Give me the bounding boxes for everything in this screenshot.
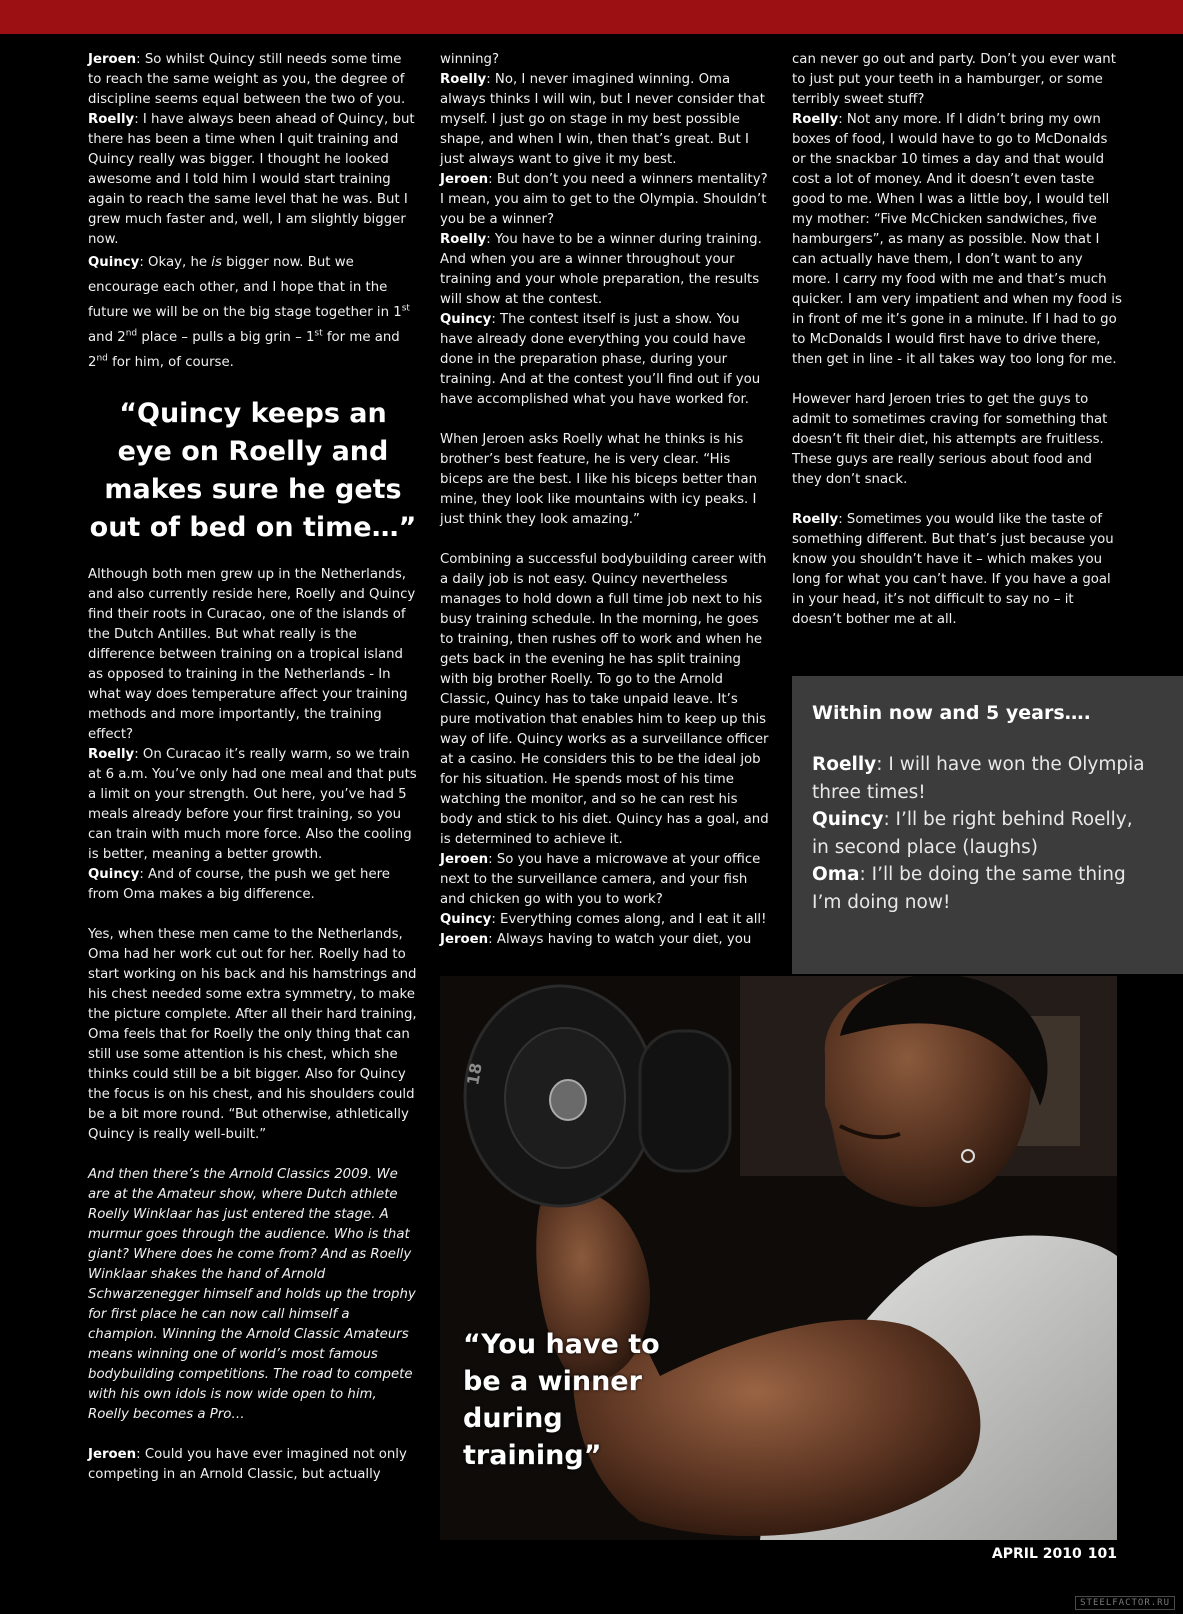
speaker-name: Roelly [88,747,135,762]
speaker-name: Roelly [792,512,839,527]
sidebar-line [812,806,1152,861]
paragraph-text: bigger now. But we encourage each other, and I hope that in the future we will be on the big stage together in 1 [88,255,402,320]
paragraph: winning? [440,52,500,67]
paragraph-text: : Okay, he [139,255,212,270]
paragraph-text: : Always having to watch your diet, you [488,932,752,947]
site-watermark: STEELFACTOR.RU [1075,1596,1175,1610]
speaker-name: Quincy [88,867,140,882]
paragraph: Combining a successful bodybuilding career with a daily job is not easy. Quincy nevertheless manages to hold down a full time job next to his busy training schedule. In the morning, he goes to training, then rushes off to work and when he gets back in the evening he has split training with big brother Roelly. To go to the Arnold Classic, Quincy has to take unpaid leave. It’s pure motivation that enables him to keep up this way of life. Quincy works as a surveillance officer at a casino. He considers this to be the ideal job for his situation. He spends most of his time watching the monitor, and so he can rest his body and stick to his diet. Quincy has a goal, and is determined to achieve it. [440,552,769,847]
speaker-name: Jeroen [88,1447,137,1462]
sidebar-text: : I’ll be right behind Roelly, in second place (laughs) [812,809,1133,858]
text-column-2 [440,50,770,950]
italic-text: And then there’s the Arnold Classics 2009. We are at the Amateur show, where Dutch athlete Roelly Winklaar has just entered the stage. A murmur goes through the audience. Who is that giant? Where does he come from? And as Roelly Winklaar shakes the hand of Arnold Schwarzenegger himself and holds up the trophy for first place he can now call himself a champion. Winning the Arnold Classic Amateurs means winning one of world’s most famous bodybuilding competitions. The road to compete with his own idols is now wide open to him, Roelly becomes a Pro… [88,1167,416,1422]
paragraph-text: place – pulls a big grin – 1 [137,330,315,345]
paragraph: Although both men grew up in the Netherlands, and also currently reside here, Roelly and Quincy find their roots in Curacao, one of the islands of the Dutch Antilles. But what really is the difference between training on a tropical island as opposed to training in the Netherlands - In what way does temperature affect your training methods and more importantly, the training effect? [88,567,416,742]
paragraph [792,110,1122,370]
paragraph-text: and 2 [88,330,126,345]
page-number: 101 [1087,1546,1117,1562]
paragraph-text: : I have always been ahead of Quincy, but there has been a time when I quit training and Quincy really was bigger. I thought he looked awesome and I told him I would start training again to reach the same level that he was. But I grew much faster and, well, I am slightly bigger now. [88,112,415,247]
paragraph-text: : Sometimes you would like the taste of something different. But that’s just because you know you shouldn’t have it – which makes you long for what you can’t have. If you have a goal in your head, it’s not difficult to say no – it doesn’t bother me at all. [792,512,1114,627]
sidebar-text: : I will have won the Olympia three times! [812,754,1145,803]
speaker-name: Roelly [440,72,487,87]
speaker-name: Jeroen [440,932,489,947]
paragraph [440,310,770,410]
sidebar-box [792,676,1183,974]
ordinal-suffix: nd [125,328,138,339]
paragraph: However hard Jeroen tries to get the guys to admit to sometimes craving for something that doesn’t fit their diet, his attempts are fruitless. These guys are really serious about food and they don’t snack. [792,392,1108,487]
paragraph [440,850,770,910]
speaker-name: Roelly [440,232,487,247]
paragraph-text: : On Curacao it’s really warm, so we train at 6 a.m. You’ve only had one meal and that puts a limit on your strength. Out here, you’ve had 5 meals already before your first training, so you can train with much more force. Also the cooling is better, meaning a better growth. [88,747,417,862]
paragraph [88,745,418,865]
sidebar-title: Within now and 5 years…. [812,702,1091,724]
sidebar-line [812,861,1152,916]
paragraph [792,510,1122,630]
paragraph-text: : And of course, the push we get here from Oma makes a big difference. [88,867,390,902]
paragraph-text: : The contest itself is just a show. You have already done everything you could have done in the preparation phase, during your training. And at the contest you’ll find out if you have accomplished what you have worked for. [440,312,761,407]
sidebar-line [812,751,1152,806]
paragraph-text: : Everything comes along, and I eat it all! [491,912,767,927]
speaker-name: Oma [812,864,860,885]
paragraph [88,250,418,375]
speaker-name: Jeroen [88,52,137,67]
paragraph-text: : Could you have ever imagined not only competing in an Arnold Classic, but actually [88,1447,407,1482]
paragraph [440,170,770,230]
text-column-3 [792,50,1122,630]
issue-date: APRIL 2010 [991,1546,1082,1562]
paragraph-text: : So you have a microwave at your office next to the surveillance camera, and your fish and chicken go with you to work? [440,852,761,907]
sidebar-body [812,751,1152,916]
photo-pull-quote: “You have to be a winner during training” [463,1329,660,1471]
paragraph-text: : But don’t you need a winners mentality? I mean, you aim to get to the Olympia. Shouldn’t you be a winner? [440,172,768,227]
speaker-name: Roelly [88,112,135,127]
ordinal-suffix: nd [96,353,108,364]
paragraph [88,865,418,905]
paragraph-text: : Not any more. If I didn’t bring my own boxes of food, I would have to go to McDonalds or the snackbar 10 times a day and that would cost a lot of money. And it doesn’t even taste good to me. When I was a little boy, I would tell my mother: “Five McChicken sandwiches, five hamburgers”, as many as possible. Now that I can actually have them, I don’t want to any more. I carry my food with me and that’s much quicker. I am very impatient and when my food is in front of me it’s gone in a minute. If I had to go to McDonalds I would first have to drive there, then get in line - it all takes way too long for me. [792,112,1122,367]
speaker-name: Jeroen [440,172,489,187]
speaker-name: Jeroen [440,852,489,867]
ordinal-suffix: st [401,303,410,314]
dumbbell-plate-outer [640,1031,730,1171]
speaker-name: Quincy [812,809,884,830]
paragraph: When Jeroen asks Roelly what he thinks is his brother’s best feature, he is very clear. “His biceps are the best. I like his biceps better than mine, they look like mountains with icy peaks. I just think they look amazing.” [440,432,758,527]
paragraph [440,930,770,950]
paragraph: can never go out and party. Don’t you ever want to just put your teeth in a hamburger, or some terribly sweet stuff? [792,52,1116,107]
paragraph-italic [88,1165,418,1425]
sidebar-text: : I’ll be doing the same thing I’m doing now! [812,864,1126,913]
paragraph-text: : You have to be a winner during training. And when you are a winner throughout your training and your whole preparation, the results will show at the contest. [440,232,762,307]
ordinal-suffix: st [314,328,323,339]
paragraph [88,110,418,250]
dumbbell-hub [550,1080,586,1120]
speaker-name: Quincy [440,312,492,327]
page-footer [992,1546,1117,1562]
speaker-name: Roelly [792,112,839,127]
paragraph: Yes, when these men came to the Netherlands, Oma had her work cut out for her. Roelly had to start working on his back and his hamstrings and his chest needed some extra symmetry, to make the picture complete. After all their hard training, Oma feels that for Roelly the only thing that can still use some attention is his chest, which she thinks could still be a bit bigger. Also for Quincy the focus is on his chest, and his shoulders could be a bit more round. “But otherwise, athletically Quincy is really well-built.” [88,927,417,1142]
speaker-name: Roelly [812,754,877,775]
top-color-bar [0,0,1183,34]
pull-quote: “Quincy keeps an eye on Roelly and makes sure he gets out of bed on time…” [89,398,417,543]
paragraph [440,910,770,930]
speaker-name: Quincy [88,255,140,270]
paragraph [440,70,770,170]
paragraph-text: for him, of course. [107,355,234,370]
paragraph-text: : No, I never imagined winning. Oma always thinks I will win, but I never consider that myself. I just go on stage in my best possible shape, and when I win, then that’s great. But I just always want to give it my best. [440,72,765,167]
paragraph-text: : So whilst Quincy still needs some time to reach the same weight as you, the degree of discipline seems equal between the two of you. [88,52,406,107]
emphasis-text: is [211,255,222,270]
paragraph-text: for me and 2 [88,330,400,370]
text-column-1 [88,50,418,1485]
paragraph [440,230,770,310]
speaker-name: Quincy [440,912,492,927]
paragraph [88,50,418,110]
paragraph [88,1445,418,1485]
plate-number: 18 [463,1061,486,1087]
